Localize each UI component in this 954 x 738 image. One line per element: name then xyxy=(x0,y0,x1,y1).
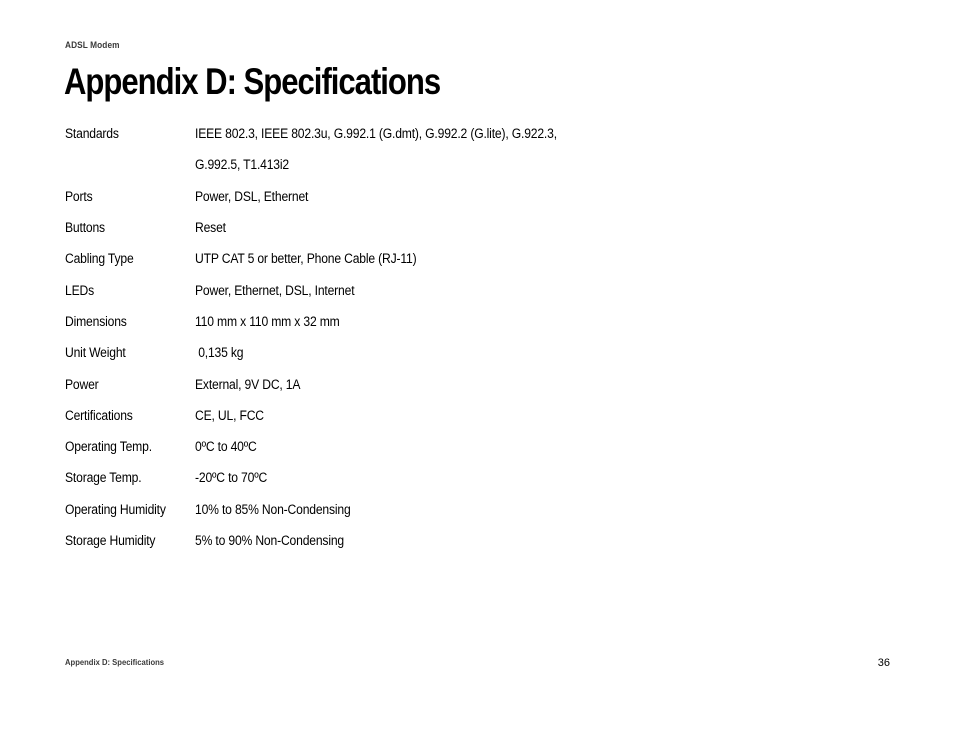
specifications-table xyxy=(65,118,625,556)
spec-value: Power, Ethernet, DSL, Internet xyxy=(195,282,355,298)
spec-row-unit-weight xyxy=(65,337,625,368)
document-header-label: ADSL Modem xyxy=(65,40,120,50)
spec-value: -20ºC to 70ºC xyxy=(195,470,268,486)
spec-label: Certifications xyxy=(65,407,133,423)
spec-label: Storage Temp. xyxy=(65,470,142,486)
spec-label: Operating Temp. xyxy=(65,439,152,455)
spec-row-certifications xyxy=(65,400,625,431)
page-number: 36 xyxy=(877,657,890,669)
spec-label: Operating Humidity xyxy=(65,501,166,517)
spec-value: UTP CAT 5 or better, Phone Cable (RJ-11) xyxy=(195,251,417,267)
spec-row-storage-temp xyxy=(65,462,625,493)
spec-value: 0,135 kg xyxy=(195,345,244,361)
spec-label: Cabling Type xyxy=(65,251,134,267)
spec-label: Buttons xyxy=(65,220,105,236)
spec-row-standards-continued xyxy=(65,149,625,180)
spec-value: 5% to 90% Non-Condensing xyxy=(195,533,345,548)
spec-label: Storage Humidity xyxy=(65,533,156,548)
spec-label: Power xyxy=(65,376,99,392)
spec-row-storage-humidity xyxy=(65,525,625,556)
spec-value: G.992.5, T1.413i2 xyxy=(195,157,289,173)
spec-value: CE, UL, FCC xyxy=(195,407,264,423)
spec-label: Standards xyxy=(65,126,119,142)
spec-label: LEDs xyxy=(65,282,94,298)
spec-value: Power, DSL, Ethernet xyxy=(195,188,309,204)
spec-value: External, 9V DC, 1A xyxy=(195,376,301,392)
spec-row-leds xyxy=(65,274,625,305)
spec-label xyxy=(65,157,195,172)
spec-label: Ports xyxy=(65,188,93,204)
spec-value: Reset xyxy=(195,220,226,236)
spec-row-standards xyxy=(65,118,625,149)
spec-row-operating-humidity xyxy=(65,494,625,525)
spec-value: 0ºC to 40ºC xyxy=(195,439,257,455)
spec-value: 110 mm x 110 mm x 32 mm xyxy=(195,313,340,329)
spec-row-ports xyxy=(65,181,625,212)
spec-row-dimensions xyxy=(65,306,625,337)
footer-label: Appendix D: Specifications xyxy=(65,657,165,667)
spec-label: Dimensions xyxy=(65,313,127,329)
page-title: Appendix D: Specifications xyxy=(64,61,441,102)
spec-row-cabling-type xyxy=(65,243,625,274)
spec-row-buttons xyxy=(65,212,625,243)
spec-value: 10% to 85% Non-Condensing xyxy=(195,501,351,517)
spec-label: Unit Weight xyxy=(65,345,126,361)
spec-row-power xyxy=(65,368,625,399)
spec-row-operating-temp xyxy=(65,431,625,462)
spec-value: IEEE 802.3, IEEE 802.3u, G.992.1 (G.dmt), G.992.2 (G.lite), G.922.3, xyxy=(195,126,557,142)
